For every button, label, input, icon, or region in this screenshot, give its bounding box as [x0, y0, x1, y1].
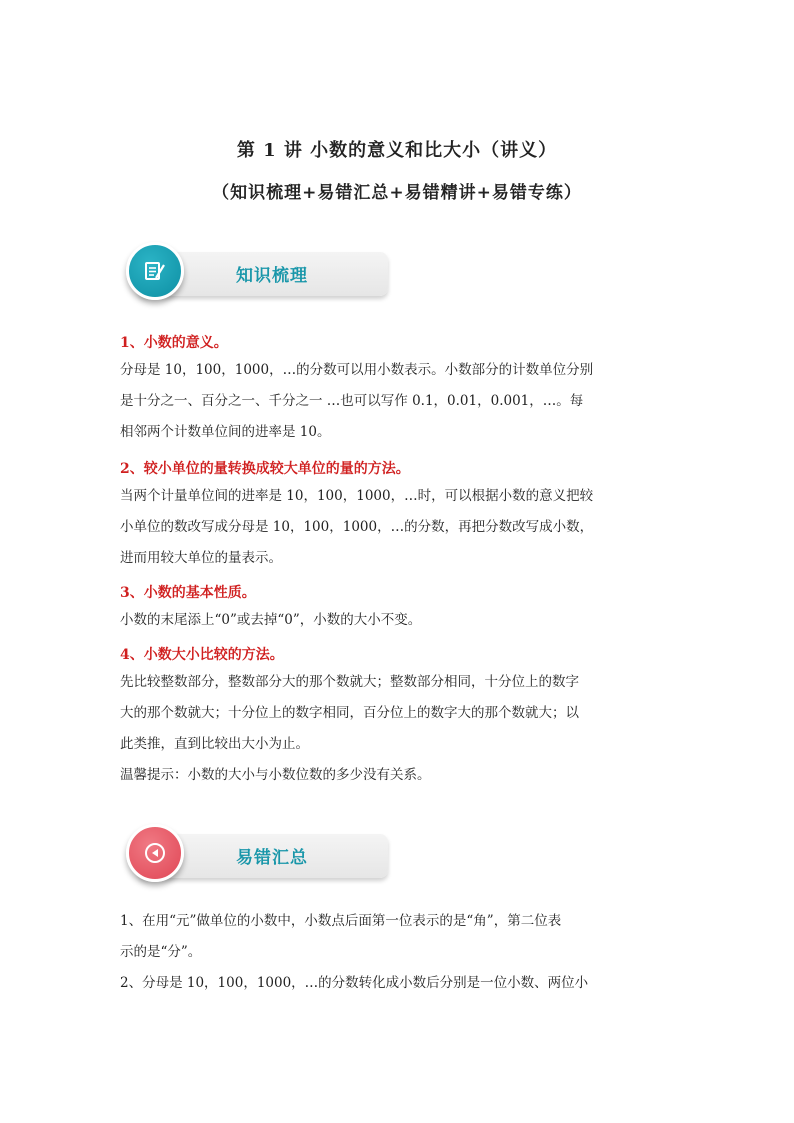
section-banner-errors [120, 826, 390, 888]
paragraph [120, 667, 672, 791]
play-back-icon [126, 824, 184, 882]
text-line: 温馨提示：小数的大小与小数位数的多少没有关系。 [120, 767, 431, 783]
text-line: 小数的末尾添上“0”或去掉“0”，小数的大小不变。 [120, 612, 422, 628]
text-line: 示的是“分”。 [120, 944, 202, 960]
text-line: 当两个计量单位间的进率是 10，100，1000，…时，可以根据小数的意义把较 [120, 488, 594, 504]
banner-label: 易错汇总 [236, 848, 308, 868]
text-line: 是十分之一、百分之一、千分之一 …也可以写作 0.1，0.01，0.001，…。每 [120, 393, 584, 409]
section-banner-knowledge [120, 244, 390, 306]
text-line: 1、在用“元”做单位的小数中，小数点后面第一位表示的是“角”，第二位表 [120, 913, 562, 929]
paragraph [120, 481, 672, 574]
text-line: 此类推，直到比较出大小为止。 [120, 736, 309, 752]
text-line: 相邻两个计数单位间的进率是 10。 [120, 424, 331, 440]
text-line: 分母是 10，100，1000，…的分数可以用小数表示。小数部分的计数单位分别 [120, 362, 594, 378]
text-line: 先比较整数部分，整数部分大的那个数就大；整数部分相同，十分位上的数字 [120, 674, 579, 690]
page-title: 第 1 讲 小数的意义和比大小（讲义） [236, 140, 558, 161]
notebook-pen-icon [126, 242, 184, 300]
text-line: 2、分母是 10，100，1000，…的分数转化成小数后分别是一位小数、两位小 [120, 975, 589, 991]
section-heading: 4、小数大小比较的方法。 [120, 647, 284, 663]
section-heading: 3、小数的基本性质。 [120, 585, 256, 601]
section-heading: 2、较小单位的量转换成较大单位的量的方法。 [120, 461, 410, 477]
paragraph [120, 355, 672, 448]
banner-label: 知识梳理 [236, 266, 308, 286]
text-line: 大的那个数就大；十分位上的数字相同，百分位上的数字大的那个数就大；以 [120, 705, 579, 721]
paragraph [120, 605, 672, 636]
paragraph [120, 906, 672, 999]
page-subtitle: （知识梳理+易错汇总+易错精讲+易错专练） [212, 183, 582, 203]
text-line: 小单位的数改写成分母是 10，100，1000，…的分数，再把分数改写成小数， [120, 519, 594, 535]
text-line: 进而用较大单位的量表示。 [120, 550, 282, 566]
section-heading: 1、小数的意义。 [120, 335, 228, 351]
